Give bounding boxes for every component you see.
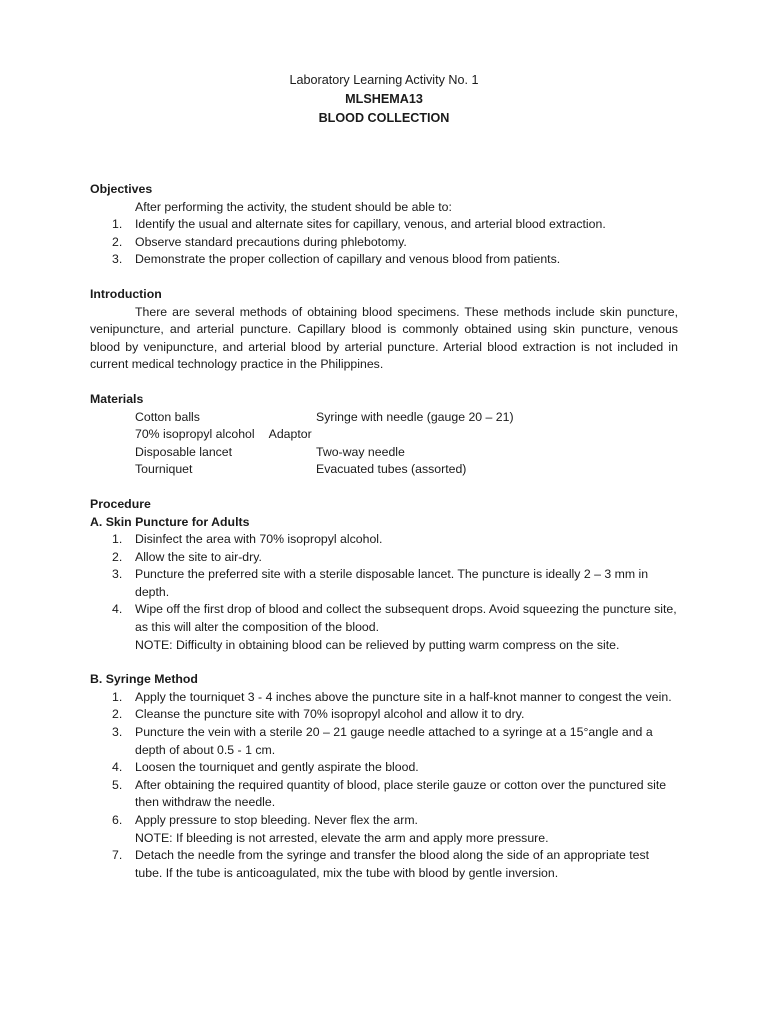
introduction-paragraph: There are several methods of obtaining blood specimens. These methods include skin puncture, venipuncture, and arterial puncture. Capillary blood is commonly obtained using skin puncture, venous blood by venipuncture, and arterial blood by arterial puncture. Arterial blood extraction is not included in current medical technology practice in the Philippines. — [90, 304, 678, 372]
item-number: 5. — [112, 777, 123, 792]
objectives-lead: After performing the activity, the student should be able to: — [135, 199, 452, 214]
material-item: Disposable lancet — [135, 444, 233, 459]
item-text: Demonstrate the proper collection of capillary and venous blood from patients. — [135, 252, 561, 267]
item-number: 1. — [112, 217, 123, 232]
item-text: Allow the site to air-dry. — [135, 549, 262, 564]
item-number: 7. — [112, 848, 123, 863]
list-item — [90, 601, 678, 654]
item-text: Observe standard precautions during phlebotomy. — [135, 234, 407, 249]
material-item: 70% isopropyl alcohol — [135, 427, 255, 442]
list-item — [90, 234, 678, 252]
list-item — [90, 847, 678, 882]
item-text: Wipe off the first drop of blood and collect the subsequent drops. Avoid squeezing the puncture site, as this will alter the composition of the blood. — [135, 602, 677, 635]
item-text: Puncture the vein with a sterile 20 – 21 gauge needle attached to a syringe at a 15°angle and a depth of about 0.5 - 1 cm. — [135, 725, 653, 757]
item-text: Disinfect the area with 70% isopropyl alcohol. — [135, 532, 383, 547]
item-number: 1. — [112, 689, 123, 704]
item-number: 1. — [112, 532, 123, 547]
list-item — [90, 777, 678, 812]
syringe-method-steps — [90, 689, 678, 883]
note-text: NOTE: If bleeding is not arrested, elevate the arm and apply more pressure. — [135, 830, 549, 845]
objectives-list — [90, 216, 678, 269]
note-text: NOTE: Difficulty in obtaining blood can be relieved by putting warm compress on the site. — [135, 637, 620, 652]
procedure-section — [90, 496, 678, 882]
list-item — [90, 251, 678, 269]
item-number: 4. — [112, 760, 123, 775]
item-text: Apply pressure to stop bleeding. Never flex the arm. — [135, 813, 418, 827]
list-item — [90, 812, 678, 847]
item-number: 2. — [112, 707, 123, 722]
material-item: Cotton balls — [135, 409, 200, 424]
list-item — [90, 531, 678, 549]
item-number: 2. — [112, 549, 123, 564]
activity-title: Laboratory Learning Activity No. 1 — [289, 73, 479, 87]
material-item: Adaptor — [268, 427, 312, 442]
list-item — [90, 724, 678, 759]
document-header — [90, 71, 678, 128]
material-item: Tourniquet — [135, 462, 193, 477]
list-item — [90, 759, 678, 777]
introduction-title: Introduction — [90, 286, 162, 301]
procedure-title: Procedure — [90, 496, 151, 511]
item-text: Cleanse the puncture site with 70% isopropyl alcohol and allow it to dry. — [135, 707, 525, 722]
introduction-section — [90, 286, 678, 374]
topic-title: BLOOD COLLECTION — [318, 111, 450, 125]
course-code: MLSHEMA13 — [345, 92, 423, 106]
item-number: 6. — [112, 813, 123, 827]
item-number: 3. — [112, 725, 123, 740]
item-number: 2. — [112, 234, 123, 249]
list-item — [90, 689, 678, 707]
item-number: 3. — [112, 567, 123, 582]
material-item: Two-way needle — [316, 444, 405, 459]
list-item — [90, 549, 678, 567]
materials-row — [90, 409, 678, 427]
materials-row — [90, 461, 678, 479]
materials-row — [90, 426, 678, 444]
item-number: 4. — [112, 602, 123, 617]
objectives-section — [90, 181, 678, 269]
list-item — [90, 566, 678, 601]
syringe-method-title: B. Syringe Method — [90, 672, 198, 687]
item-number: 3. — [112, 252, 123, 267]
materials-row — [90, 444, 678, 462]
item-text: After obtaining the required quantity of blood, place sterile gauze or cotton over the punctured site then withdraw the needle. — [135, 777, 667, 810]
item-text: Detach the needle from the syringe and transfer the blood along the side of an appropriate test tube. If the tube is anticoagulated, mix the tube with blood by gentle inversion. — [135, 848, 650, 880]
item-text: Apply the tourniquet 3 - 4 inches above the puncture site in a half-knot manner to congest the vein. — [135, 689, 672, 704]
list-item — [90, 216, 678, 234]
skin-puncture-steps — [90, 531, 678, 654]
item-text: Identify the usual and alternate sites for capillary, venous, and arterial blood extraction. — [135, 217, 606, 232]
item-text: Loosen the tourniquet and gently aspirate the blood. — [135, 760, 419, 775]
material-item: Syringe with needle (gauge 20 – 21) — [316, 409, 514, 424]
materials-title: Materials — [90, 391, 144, 406]
item-text: Puncture the preferred site with a sterile disposable lancet. The puncture is ideally 2 – 3 mm in depth. — [135, 567, 649, 599]
skin-puncture-title: A. Skin Puncture for Adults — [90, 514, 250, 529]
materials-section — [90, 391, 678, 479]
list-item — [90, 706, 678, 724]
objectives-title: Objectives — [90, 182, 153, 196]
material-item: Evacuated tubes (assorted) — [316, 462, 467, 477]
